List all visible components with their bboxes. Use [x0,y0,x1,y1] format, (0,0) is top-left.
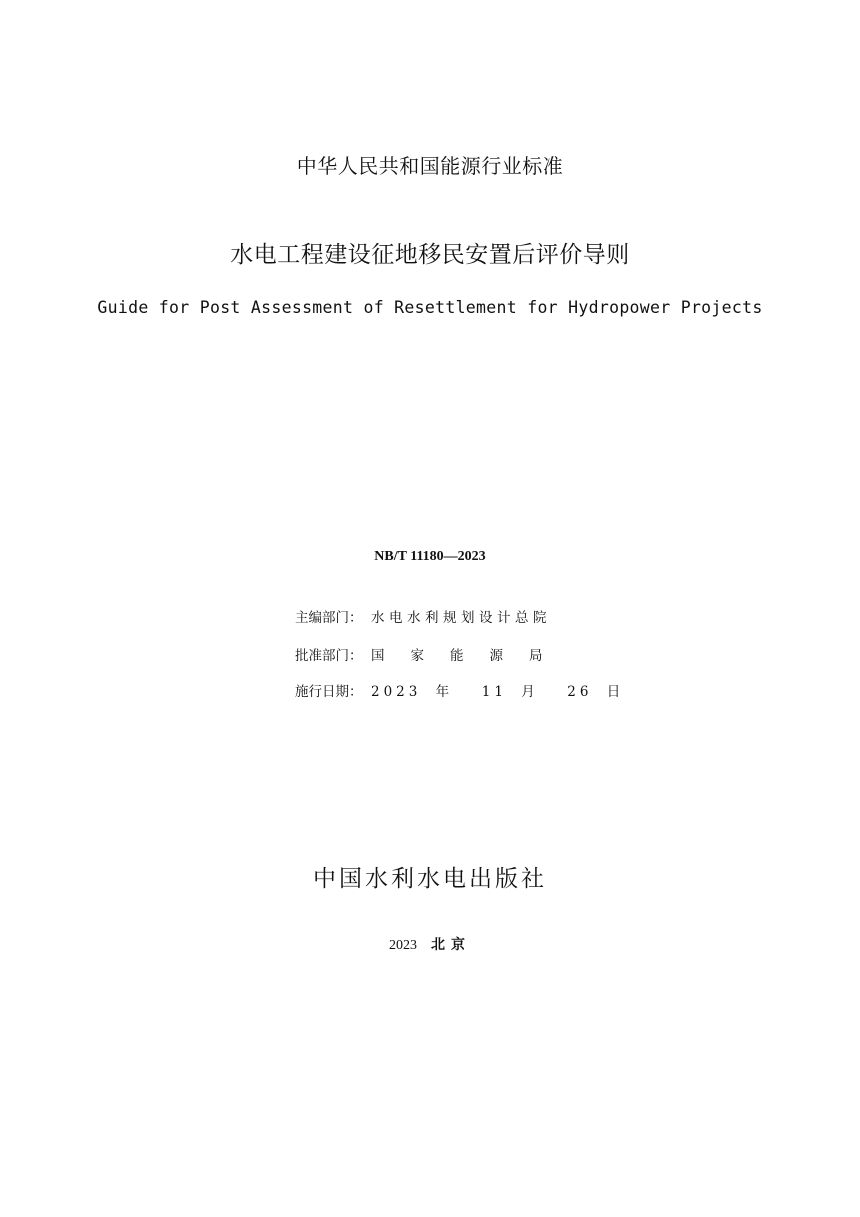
editor-department-row [295,612,551,626]
editor-department-value: 水电水利规划设计总院 [371,610,551,626]
publication-city: 北京 [431,937,471,953]
issuing-organization-title: 中华人民共和国能源行业标准 [296,154,564,178]
editor-department-label: 主编部门： [295,610,363,626]
publication-year: 2023 [389,938,417,953]
approving-department-label: 批准部门： [295,648,363,664]
standard-number: NB/T 11180—2023 [374,549,486,564]
approving-department-value: 国家能源局 [371,648,569,664]
approving-department-row [295,650,569,664]
effective-date-row [295,686,624,700]
document-title-english: Guide for Post Assessment of Resettlement for Hydropower Projects [97,298,763,317]
effective-date-label: 施行日期： [295,684,363,700]
effective-date-value: 2023 年 11 月 26 日 [371,684,625,700]
document-title-chinese: 水电工程建设征地移民安置后评价导则 [230,242,630,268]
publisher-name: 中国水利水电出版社 [313,866,547,892]
publication-year-and-place [0,938,860,953]
